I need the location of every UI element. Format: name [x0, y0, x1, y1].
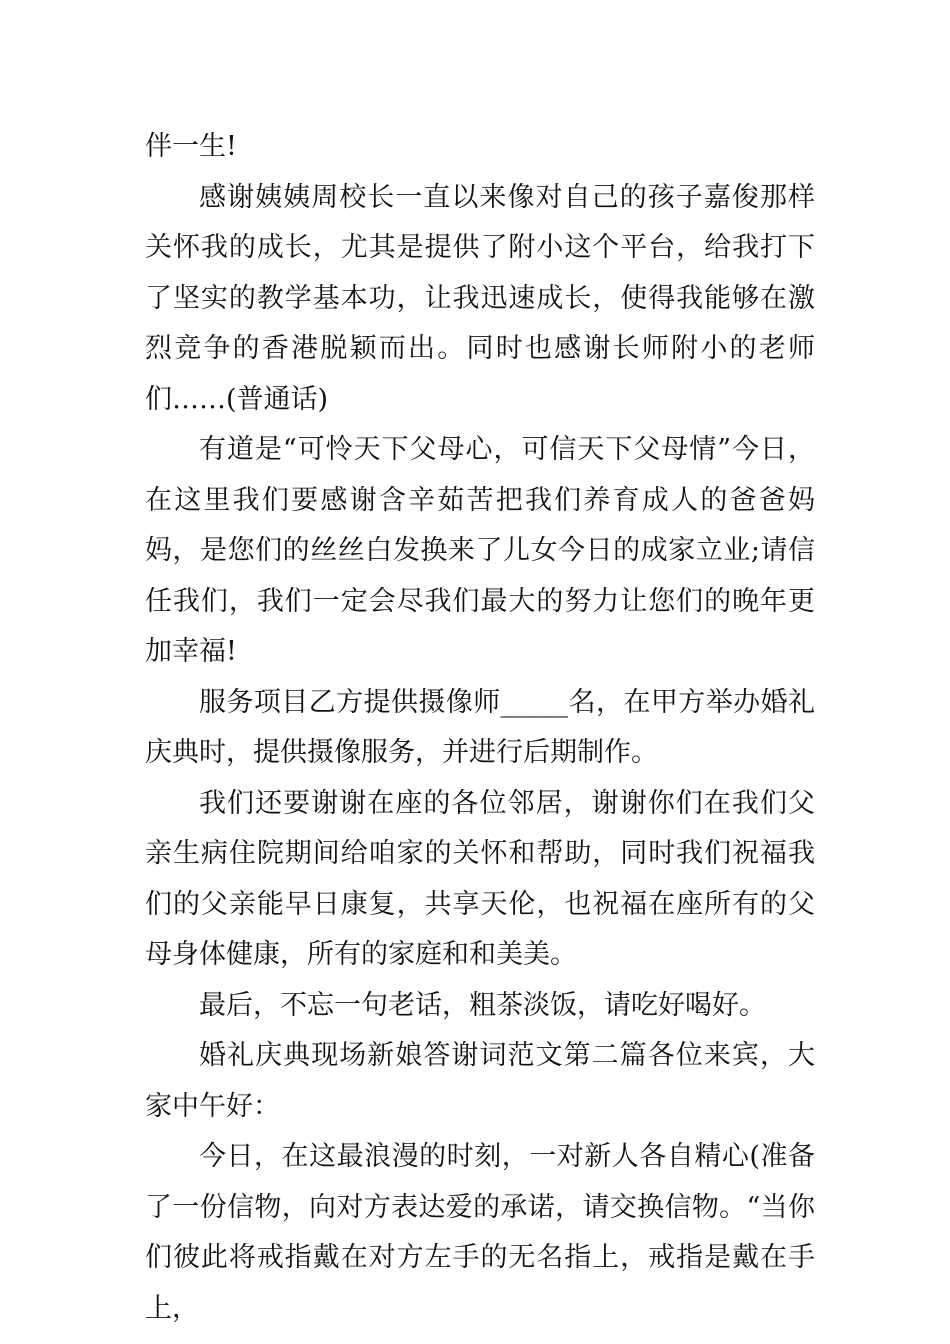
- paragraph-thanks-neighbors: 我们还要谢谢在座的各位邻居，谢谢你们在我们父亲生病住院期间给咱家的关怀和帮助，同时我们祝福我们的父亲能早日康复，共享天伦，也祝福在座所有的父母身体健康，所有的家庭和和美美。: [145, 787, 815, 970]
- paragraph-continued: 伴一生!: [145, 131, 237, 162]
- document-body: [145, 122, 815, 1334]
- paragraph-closing: 最后，不忘一句老话，粗茶淡饭，请吃好喝好。: [199, 989, 766, 1021]
- paragraph-ring-exchange: 今日，在这最浪漫的时刻，一对新人各自精心(准备了一份信物，向对方表达爱的承诺，请交换信物。“当你们彼此将戒指戴在对方左手的无名指上，戒指是戴在手上，: [145, 1141, 815, 1324]
- paragraph-service-item: 服务项目乙方提供摄像师_____名，在甲方举办婚礼庆典时，提供摄像服务，并进行后期制作。: [145, 686, 815, 768]
- paragraph-second-speech-opening: 婚礼庆典现场新娘答谢词范文第二篇各位来宾，大家中午好：: [145, 1040, 815, 1122]
- paragraph-thanks-principal: 感谢姨姨周校长一直以来像对自己的孩子嘉俊那样关怀我的成长，尤其是提供了附小这个平台，给我打下了坚实的教学基本功，让我迅速成长，使得我能够在激烈竞争的香港脱颖而出。同时也感谢长师附小的老师们……(普通话): [145, 181, 815, 415]
- paragraph-thanks-parents: 有道是“可怜天下父母心，可信天下父母情”今日，在这里我们要感谢含辛茹苦把我们养育成人的爸爸妈妈，是您们的丝丝白发换来了儿女今日的成家立业;请信任我们，我们一定会尽我们最大的努力让您们的晚年更加幸福!: [145, 434, 815, 667]
